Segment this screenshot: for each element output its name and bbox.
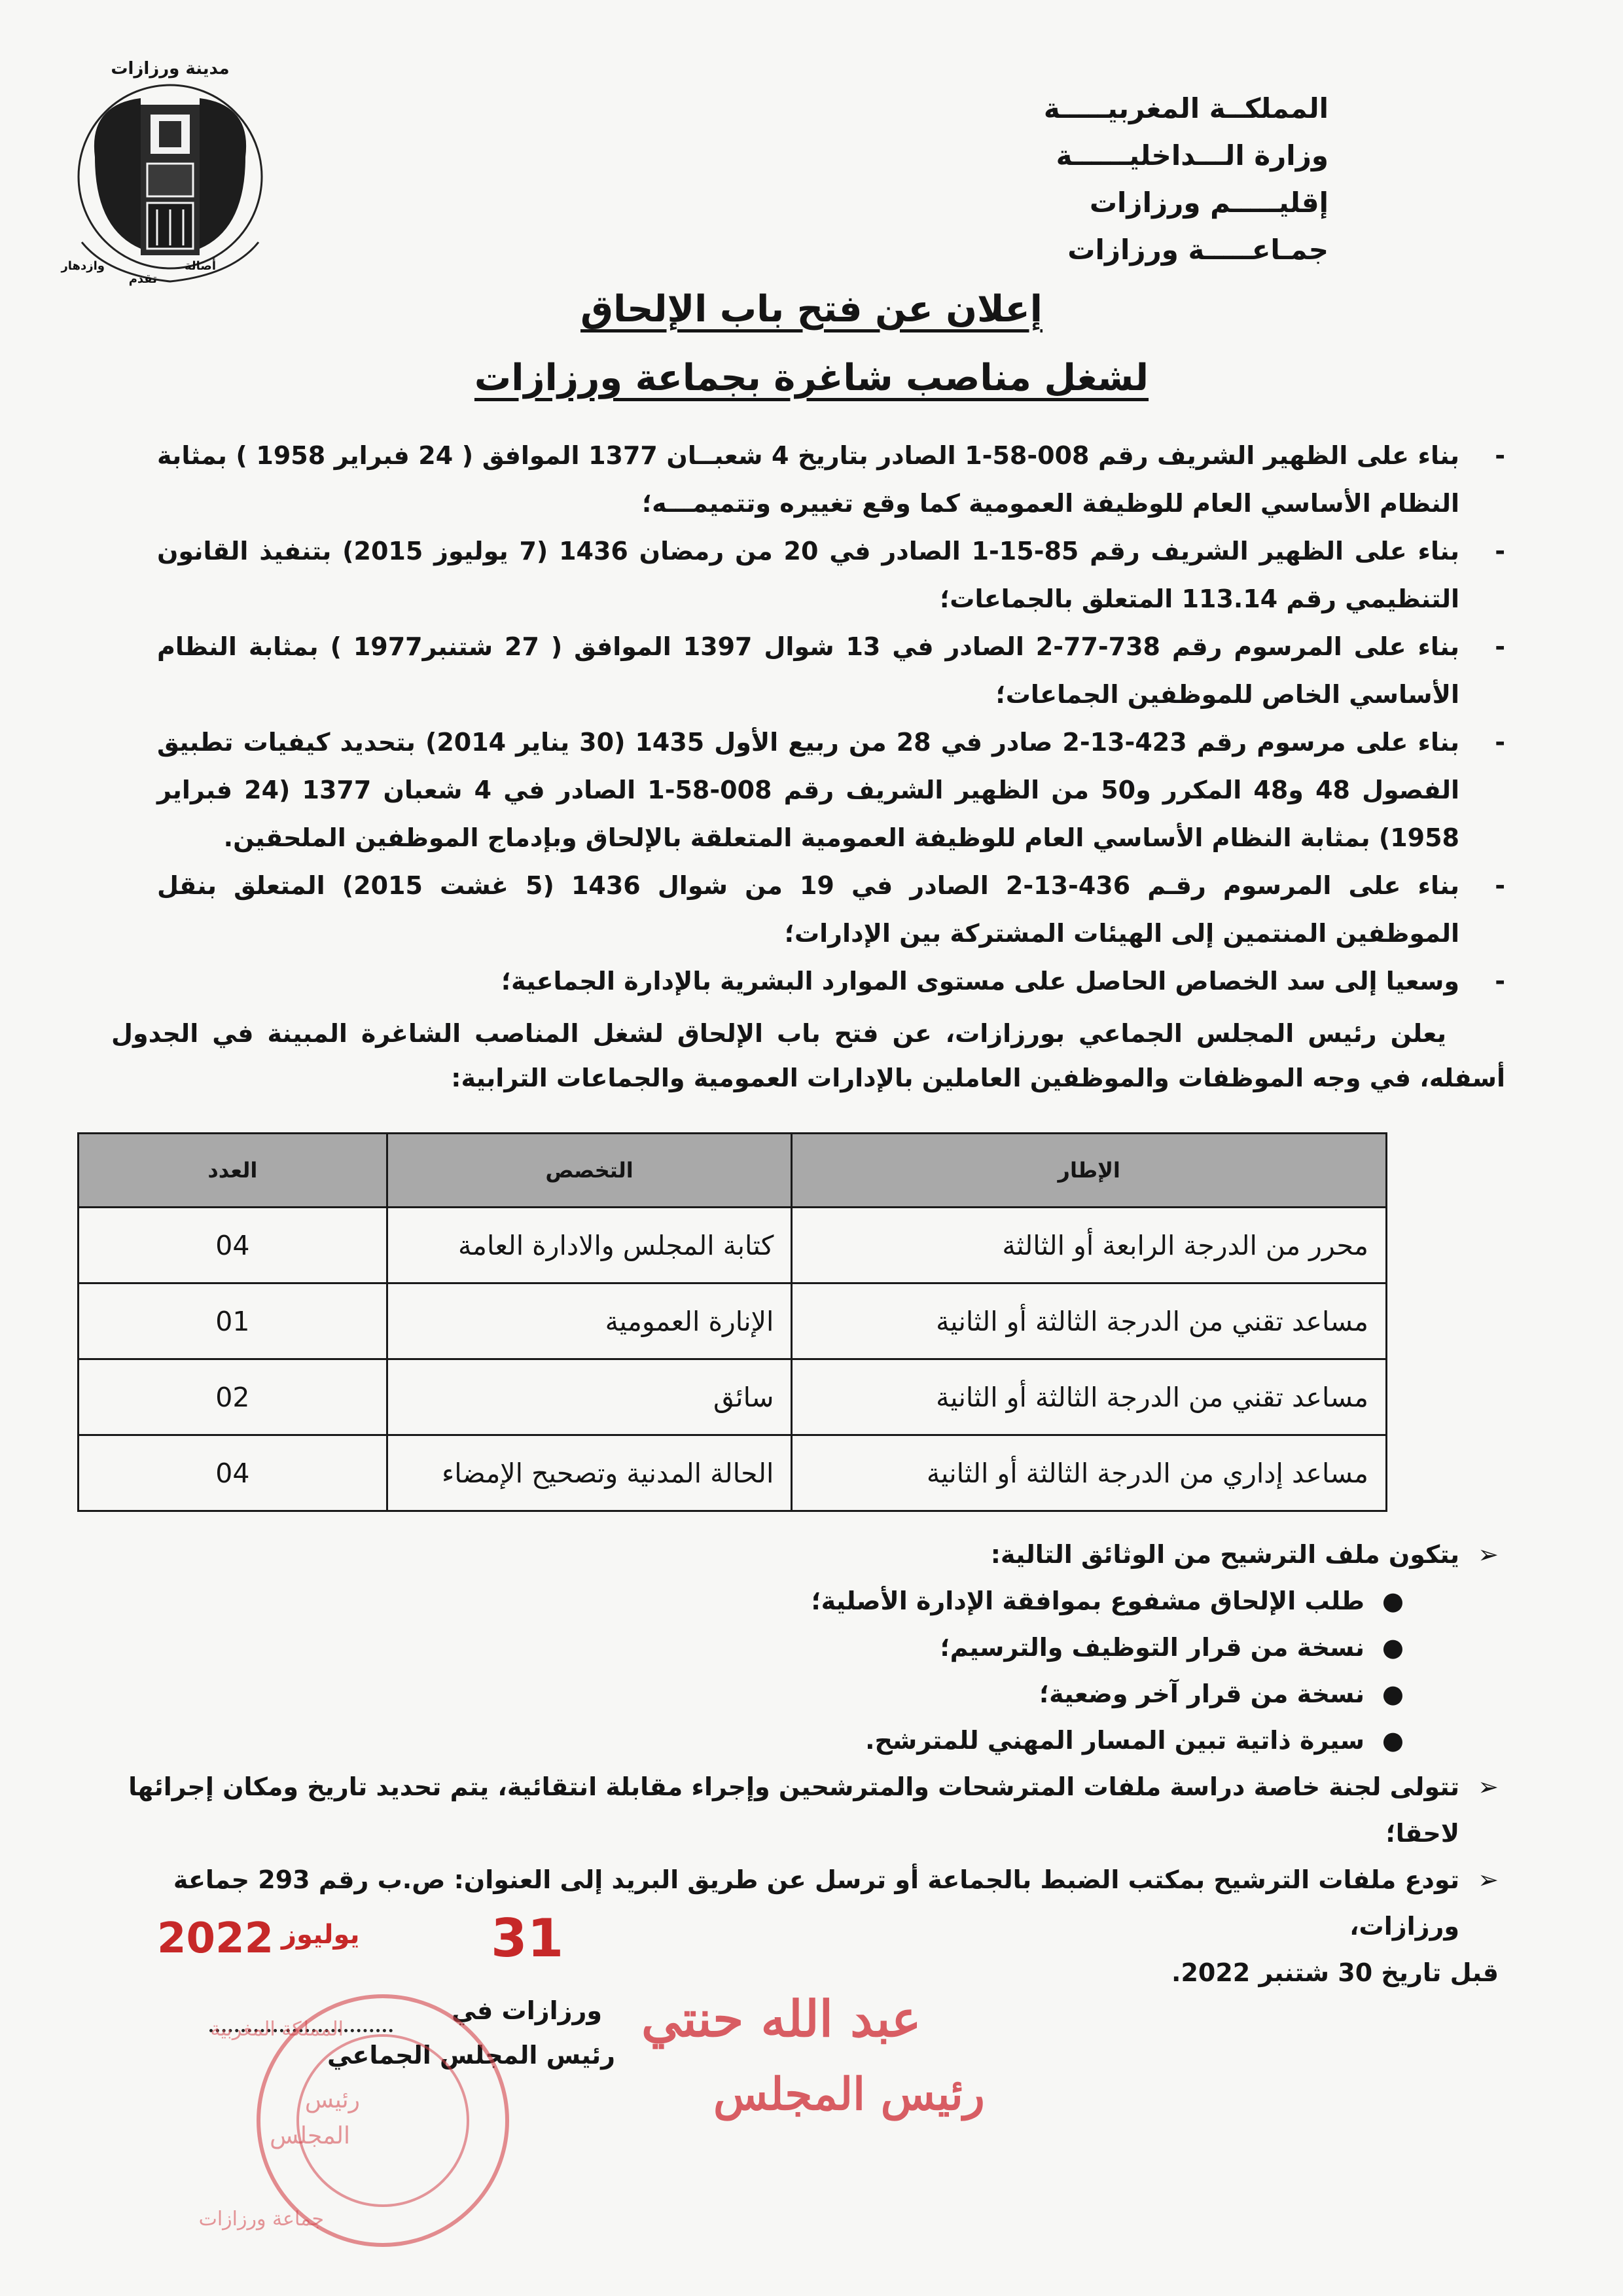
header-line-kingdom: المملكــة المغربيـــــة bbox=[1043, 92, 1329, 124]
table-row bbox=[79, 1283, 1387, 1359]
crest-motto-2: تقدم bbox=[128, 272, 157, 286]
dash-marker: - bbox=[1495, 441, 1505, 470]
announcement-paragraph: يعلن رئيس المجلس الجماعي بورزازات، عن فتح باب الإلحاق لشغل المناصب الشاغرة المبينة في الجدول أسفله، في وجه الموظفات والموظفين العاملين بالإدارات العمومية والجماعات الترابية: bbox=[111, 1019, 1505, 1092]
header-line-ministry: وزارة الـــداخليــــــة bbox=[1056, 139, 1329, 171]
arrow-bullet-icon: ➢ bbox=[1478, 1540, 1499, 1569]
dash-marker: - bbox=[1495, 871, 1505, 900]
preamble-item: - بناء على الظهير الشريف رقم 85-15-1 الصادر في 20 من رمضان 1436 (7 يوليوز 2015) بتنفيذ القانون التنظيمي رقم 113.14 المتعلق بالجماعات؛ bbox=[157, 528, 1505, 623]
cell-specialty: الإنارة العمومية bbox=[387, 1283, 792, 1359]
header-line-commune: جمـاعـــــة ورزازات bbox=[1067, 234, 1329, 266]
cell-specialty: سائق bbox=[387, 1359, 792, 1435]
preamble-item: - بناء على الظهير الشريف رقم 008-58-1 الصادر بتاريخ 4 شعبــان 1377 الموافق ( 24 فبراير 1958 ) بمثابة النظام الأساسي العام للوظيفة العمومية كما وقع تغييره وتتميمـــه؛ bbox=[157, 432, 1505, 528]
cell-specialty: كتابة المجلس والادارة العامة bbox=[387, 1208, 792, 1283]
stamp-day: 31 bbox=[491, 1908, 564, 1969]
vacancies-table bbox=[77, 1132, 1387, 1512]
table-row bbox=[79, 1435, 1387, 1511]
cell-count: 04 bbox=[79, 1208, 387, 1283]
signatory-title: رئيس المجلس الجماعي bbox=[327, 2041, 615, 2070]
committee-note: ➢ تتولى لجنة خاصة دراسة ملفات المترشحات والمترشحين وإجراء مقابلة انتقائية، يتم تحديد تاريخ ومكان إجرائها لاحقا؛ bbox=[92, 1764, 1499, 1857]
documents-list bbox=[92, 1578, 1499, 1764]
cell-count: 02 bbox=[79, 1359, 387, 1435]
cell-grade: محرر من الدرجة الرابعة أو الثالثة bbox=[792, 1208, 1387, 1283]
cell-specialty: الحالة المدنية وتصحيح الإمضاء bbox=[387, 1435, 792, 1511]
stamp-month: يوليوز bbox=[281, 1920, 360, 1950]
preamble-item: - بناء على المرسوم رقم 738-77-2 الصادر في 13 شوال 1397 الموافق ( 27 شتنبر1977 ) بمثابة النظام الأساسي الخاص للموظفين الجماعات؛ bbox=[157, 623, 1505, 719]
cell-grade: مساعد تقني من الدرجة الثالثة أو الثانية bbox=[792, 1283, 1387, 1359]
seal-text-2: المجلس bbox=[270, 2123, 350, 2149]
seal-text-1: رئيس bbox=[304, 2087, 360, 2113]
date-stamp bbox=[157, 1908, 615, 1986]
dot-bullet-icon: ● bbox=[1382, 1679, 1404, 1708]
seal-text-top: المملكة المغربية bbox=[210, 2018, 344, 2041]
crest-motto-3: أصالة bbox=[185, 259, 216, 273]
column-header-specialty: التخصص bbox=[387, 1134, 792, 1208]
issuer-header bbox=[1044, 85, 1329, 274]
stamp-year: 2022 bbox=[157, 1914, 274, 1963]
legal-preamble-list bbox=[157, 432, 1505, 1005]
announcement-title: إعلان عن فتح باب الإلحاق bbox=[580, 288, 1043, 331]
arrow-bullet-icon: ➢ bbox=[1478, 1865, 1499, 1894]
crest-motto-1: وازدهار bbox=[61, 259, 105, 273]
submission-deadline: قبل تاريخ 30 شتنبر 2022. bbox=[1171, 1958, 1499, 1987]
preamble-item: - بناء على مرسوم رقم 423-13-2 صادر في 28 من ربيع الأول 1435 (30 يناير 2014) بتحديد كيفيات تطبيق الفصول 48 و48 المكرر و50 من الظهير الشريف رقم 008-58-1 الصادر في 4 شعبان 1377 (24 فبراير 1958) بمثابة النظام الأساسي العام للوظيفة العمومية المتعلقة بالإلحاق وبإدماج الموظفين الملحقين. bbox=[157, 719, 1505, 862]
header-line-province: إقليـــــم ورزازات bbox=[1089, 187, 1329, 219]
announcement-subtitle: لشغل مناصب شاغرة بجماعة ورزازات bbox=[474, 357, 1149, 399]
submission-note: ➢ تودع ملفات الترشيح بمكتب الضبط بالجماعة أو ترسل عن طريق البريد إلى العنوان: ص.ب رقم 293 جماعة ورزازات، bbox=[92, 1857, 1499, 1950]
preamble-item: - بناء على المرسوم رقـم 436-13-2 الصادر في 19 من شوال 1436 (5 غشت 2015) المتعلق بنقل الموظفين المنتمين إلى الهيئات المشتركة بين الإدارات؛ bbox=[157, 862, 1505, 958]
arrow-bullet-icon: ➢ bbox=[1478, 1772, 1499, 1801]
dot-bullet-icon: ● bbox=[1382, 1587, 1404, 1615]
crest-emblem-icon bbox=[61, 79, 272, 295]
city-crest-logo bbox=[62, 59, 278, 295]
table-row bbox=[79, 1359, 1387, 1435]
signer-name: عبد الله حنتي bbox=[641, 1990, 921, 2048]
table-header-row bbox=[79, 1134, 1387, 1208]
dash-marker: - bbox=[1495, 537, 1505, 565]
cell-count: 01 bbox=[79, 1283, 387, 1359]
column-header-count: العدد bbox=[79, 1134, 387, 1208]
documents-intro: ➢ يتكون ملف الترشيح من الوثائق التالية: bbox=[92, 1532, 1499, 1578]
dot-bullet-icon: ● bbox=[1382, 1726, 1404, 1755]
dash-marker: - bbox=[1495, 632, 1505, 661]
cell-grade: مساعد إداري من الدرجة الثالثة أو الثانية bbox=[792, 1435, 1387, 1511]
list-item: ● نسخة من قرار آخر وضعية؛ bbox=[92, 1671, 1404, 1717]
seal-text-bottom: جماعة ورزازات bbox=[198, 2208, 324, 2231]
cell-grade: مساعد تقني من الدرجة الثالثة أو الثانية bbox=[792, 1359, 1387, 1435]
list-item: ● طلب الإلحاق مشفوع بموافقة الإدارة الأصلية؛ bbox=[92, 1578, 1404, 1624]
list-item: ● سيرة ذاتية تبين المسار المهني للمترشح. bbox=[92, 1717, 1404, 1764]
dot-bullet-icon: ● bbox=[1382, 1633, 1404, 1662]
list-item: ● نسخة من قرار التوظيف والترسيم؛ bbox=[92, 1624, 1404, 1671]
official-seal-icon bbox=[198, 1983, 520, 2258]
dash-marker: - bbox=[1495, 728, 1505, 757]
preamble-item: - وسعيا إلى سد الخصاص الحاصل على مستوى الموارد البشرية بالإدارة الجماعية؛ bbox=[157, 958, 1505, 1005]
dash-marker: - bbox=[1495, 967, 1505, 996]
crest-caption: مدينة ورزازات bbox=[111, 59, 230, 79]
cell-count: 04 bbox=[79, 1435, 387, 1511]
table-row bbox=[79, 1208, 1387, 1283]
column-header-grade: الإطار bbox=[792, 1134, 1387, 1208]
signature-place: ورزازات في bbox=[451, 1996, 602, 2025]
signer-role: رئيس المجلس bbox=[713, 2068, 985, 2121]
